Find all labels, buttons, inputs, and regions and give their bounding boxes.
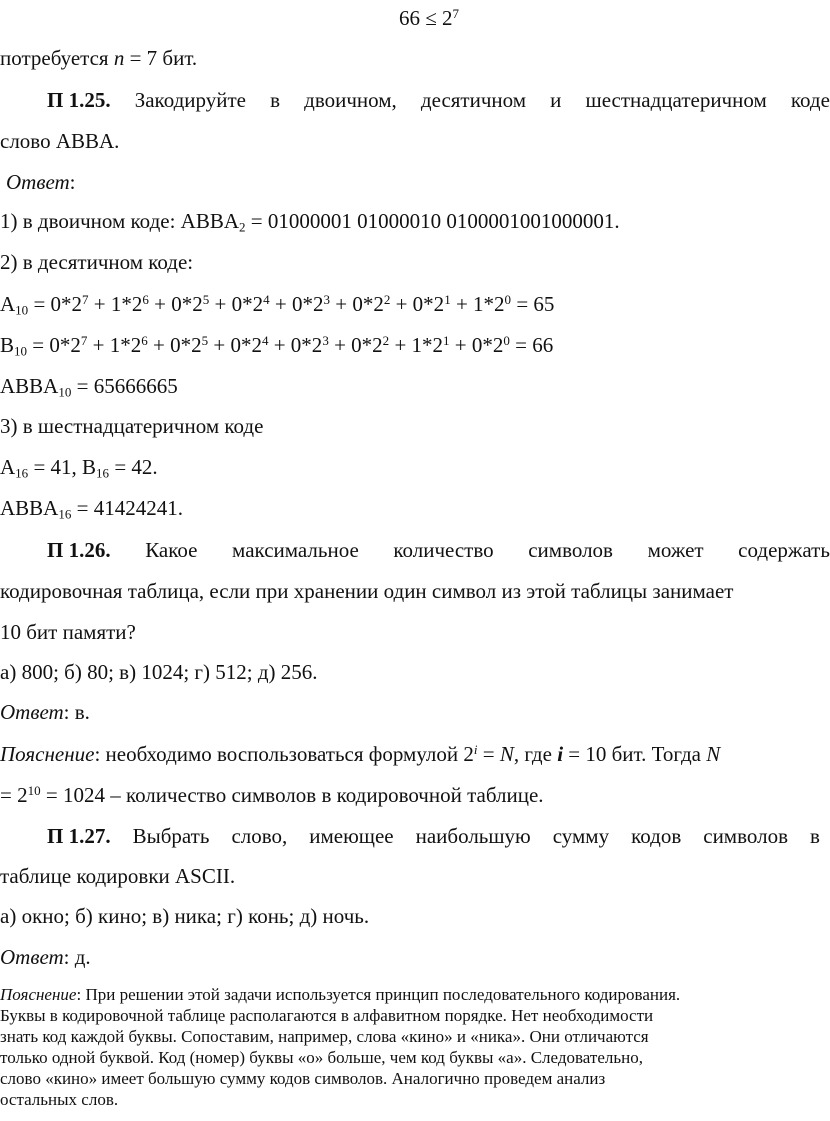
- answer-label: Ответ: [0, 945, 64, 969]
- exponent: 1: [443, 332, 450, 348]
- text: 1) в двоичном коде: ABBA: [0, 209, 240, 233]
- hex-heading: 3) в шестнадцатеричном коде: [0, 414, 264, 438]
- text: ABBA: [0, 496, 59, 520]
- term: + 1*2: [87, 333, 142, 357]
- text: , где: [513, 742, 558, 766]
- word: символов: [528, 538, 613, 562]
- subscript: 16: [15, 465, 29, 481]
- subscript: 10: [15, 302, 29, 318]
- text: потребуется: [0, 46, 114, 70]
- term: + 0*2: [209, 292, 264, 316]
- word: Выбрать: [132, 824, 210, 848]
- exponent: 3: [323, 291, 330, 307]
- var-i: i: [473, 741, 478, 757]
- text: : При решении этой задачи используется принцип последовательного кодирования.: [76, 985, 681, 1004]
- word: двоичном,: [304, 88, 397, 112]
- answer-label: Ответ: [6, 170, 70, 194]
- word: содержать: [738, 538, 830, 562]
- result: = 65: [511, 292, 555, 316]
- term: + 1*2: [88, 292, 143, 316]
- b10-formula: [0, 333, 553, 357]
- word: имеющее: [309, 824, 394, 848]
- binary-code-line: [0, 209, 620, 233]
- var-N: N: [499, 742, 514, 766]
- var-i: i: [557, 742, 564, 766]
- explanation-label: Пояснение: [0, 742, 95, 766]
- text: = 01000001 01000010 0100001001000001.: [245, 209, 620, 233]
- term: + 0*2: [268, 333, 323, 357]
- explanation-1-26-line2: [0, 783, 544, 807]
- word: в: [270, 88, 281, 112]
- problem-1-26-line3: 10 бит памяти?: [0, 620, 136, 644]
- answer-value: : д.: [63, 945, 91, 969]
- letter: B: [0, 333, 15, 357]
- word: Какое: [145, 538, 198, 562]
- text: = 2: [0, 783, 28, 807]
- exponent: 0: [503, 332, 510, 348]
- text: = 65666665: [71, 374, 178, 398]
- var-n: n: [113, 46, 125, 70]
- problem-1-27-line1: [47, 824, 820, 848]
- word: количество: [393, 538, 494, 562]
- decimal-heading: 2) в десятичном коде:: [0, 250, 194, 274]
- exponent: 1: [444, 291, 451, 307]
- exponent: 6: [142, 291, 149, 307]
- problem-1-27-options: а) окно; б) кино; в) ника; г) конь; д) ночь.: [0, 904, 370, 928]
- ab16-line: [0, 455, 158, 479]
- term: = 0*2: [28, 292, 83, 316]
- word: в: [810, 824, 820, 848]
- result: = 66: [509, 333, 554, 357]
- exponent: 6: [141, 332, 148, 348]
- problem-label: П 1.26.: [47, 538, 111, 562]
- word: и: [550, 88, 562, 112]
- explanation-1-27-line3: знать код каждой буквы. Сопоставим, например, слова «кино» и «ника». Они отличаются: [0, 1027, 649, 1046]
- term: + 1*2: [450, 292, 505, 316]
- subscript: 16: [58, 506, 72, 522]
- term: + 1*2: [389, 333, 444, 357]
- problem-1-26-line2: кодировочная таблица, если при хранении один символ из этой таблицы занимает: [0, 579, 734, 603]
- word: символов: [703, 824, 788, 848]
- exponent: 2: [383, 291, 391, 307]
- exponent: 2: [382, 332, 390, 348]
- problem-1-27-line2: таблице кодировки ASCII.: [0, 864, 236, 888]
- explanation-1-27-line4: только одной буквой. Код (номер) буквы «о» больше, чем код буквы «а». Следовательно,: [0, 1048, 643, 1067]
- text: : необходимо воспользоваться формулой 2: [94, 742, 474, 766]
- var-N: N: [706, 742, 721, 766]
- answer-1-25: [6, 170, 76, 194]
- explanation-1-27-line1: [0, 985, 680, 1005]
- problem-1-25-line1: [47, 88, 830, 112]
- exponent: 5: [202, 291, 210, 307]
- word: максимальное: [232, 538, 359, 562]
- word: коде: [790, 88, 830, 112]
- word: наибольшую: [415, 824, 531, 848]
- answer-1-26: [0, 700, 90, 724]
- term: + 0*2: [208, 333, 262, 357]
- text: = 41424241.: [71, 496, 183, 520]
- term: + 0*2: [329, 292, 384, 316]
- term: + 0*2: [390, 292, 445, 316]
- subscript: 16: [96, 465, 110, 481]
- subscript: 2: [239, 219, 246, 235]
- exponent: 7: [80, 332, 88, 348]
- explanation-1-27-line6: остальных слов.: [0, 1090, 119, 1109]
- subscript: 10: [14, 343, 28, 359]
- explanation-label: Пояснение: [0, 985, 77, 1004]
- term: + 0*2: [147, 333, 202, 357]
- answer-value: : в.: [63, 700, 90, 724]
- problem-label: П 1.27.: [47, 824, 111, 848]
- exponent: 4: [261, 332, 269, 348]
- answer-label: Ответ: [0, 700, 64, 724]
- explanation-1-27-line5: слово «кино» имеет большую сумму кодов символов. Аналогично проведем анализ: [0, 1069, 606, 1088]
- exponent: 3: [322, 332, 329, 348]
- explanation-1-27-line2: Буквы в кодировочной таблице располагаются в алфавитном порядке. Нет необходимости: [0, 1006, 654, 1025]
- exponent: 0: [504, 291, 512, 307]
- exponent: 4: [263, 291, 270, 307]
- exponent: 7: [82, 291, 89, 307]
- problem-1-26-options: а) 800; б) 80; в) 1024; г) 512; д) 256.: [0, 660, 318, 684]
- abba10-line: [0, 374, 178, 398]
- term: = 0*2: [27, 333, 81, 357]
- text: =: [477, 742, 500, 766]
- word: сумму: [552, 824, 610, 848]
- text: = 41, B: [28, 455, 97, 479]
- text: = 1024 – количество символов в кодировочной таблице.: [40, 783, 544, 807]
- word: кодов: [631, 824, 682, 848]
- text: = 10 бит. Тогда: [563, 742, 707, 766]
- abba16-line: [0, 496, 183, 520]
- explanation-1-26-line1: [0, 742, 720, 766]
- term: + 0*2: [148, 292, 203, 316]
- problem-label: П 1.25.: [47, 88, 111, 112]
- bits-required-line: [0, 46, 197, 70]
- word: шестнадцатеричном: [585, 88, 767, 112]
- text: :: [69, 170, 76, 194]
- term: + 0*2: [328, 333, 383, 357]
- formula-exponent: 7: [452, 5, 460, 21]
- formula-66-le-2-pow-7: [399, 6, 459, 30]
- text: ABBA: [0, 374, 59, 398]
- problem-1-25-line2: слово ABBA.: [0, 129, 120, 153]
- term: + 0*2: [449, 333, 504, 357]
- text: A: [0, 455, 16, 479]
- word: слово,: [231, 824, 288, 848]
- problem-1-26-line1: [47, 538, 830, 562]
- subscript: 10: [58, 384, 72, 400]
- word: Закодируйте: [134, 88, 246, 112]
- letter: A: [0, 292, 16, 316]
- exponent: 5: [201, 332, 209, 348]
- a10-formula: [0, 292, 554, 316]
- formula-base: 66 ≤ 2: [399, 6, 453, 30]
- answer-1-27: [0, 945, 91, 969]
- term: + 0*2: [269, 292, 324, 316]
- word: десятичном: [420, 88, 527, 112]
- text: = 42.: [109, 455, 158, 479]
- word: может: [647, 538, 704, 562]
- exponent: 10: [27, 782, 41, 798]
- text: = 7 бит.: [124, 46, 198, 70]
